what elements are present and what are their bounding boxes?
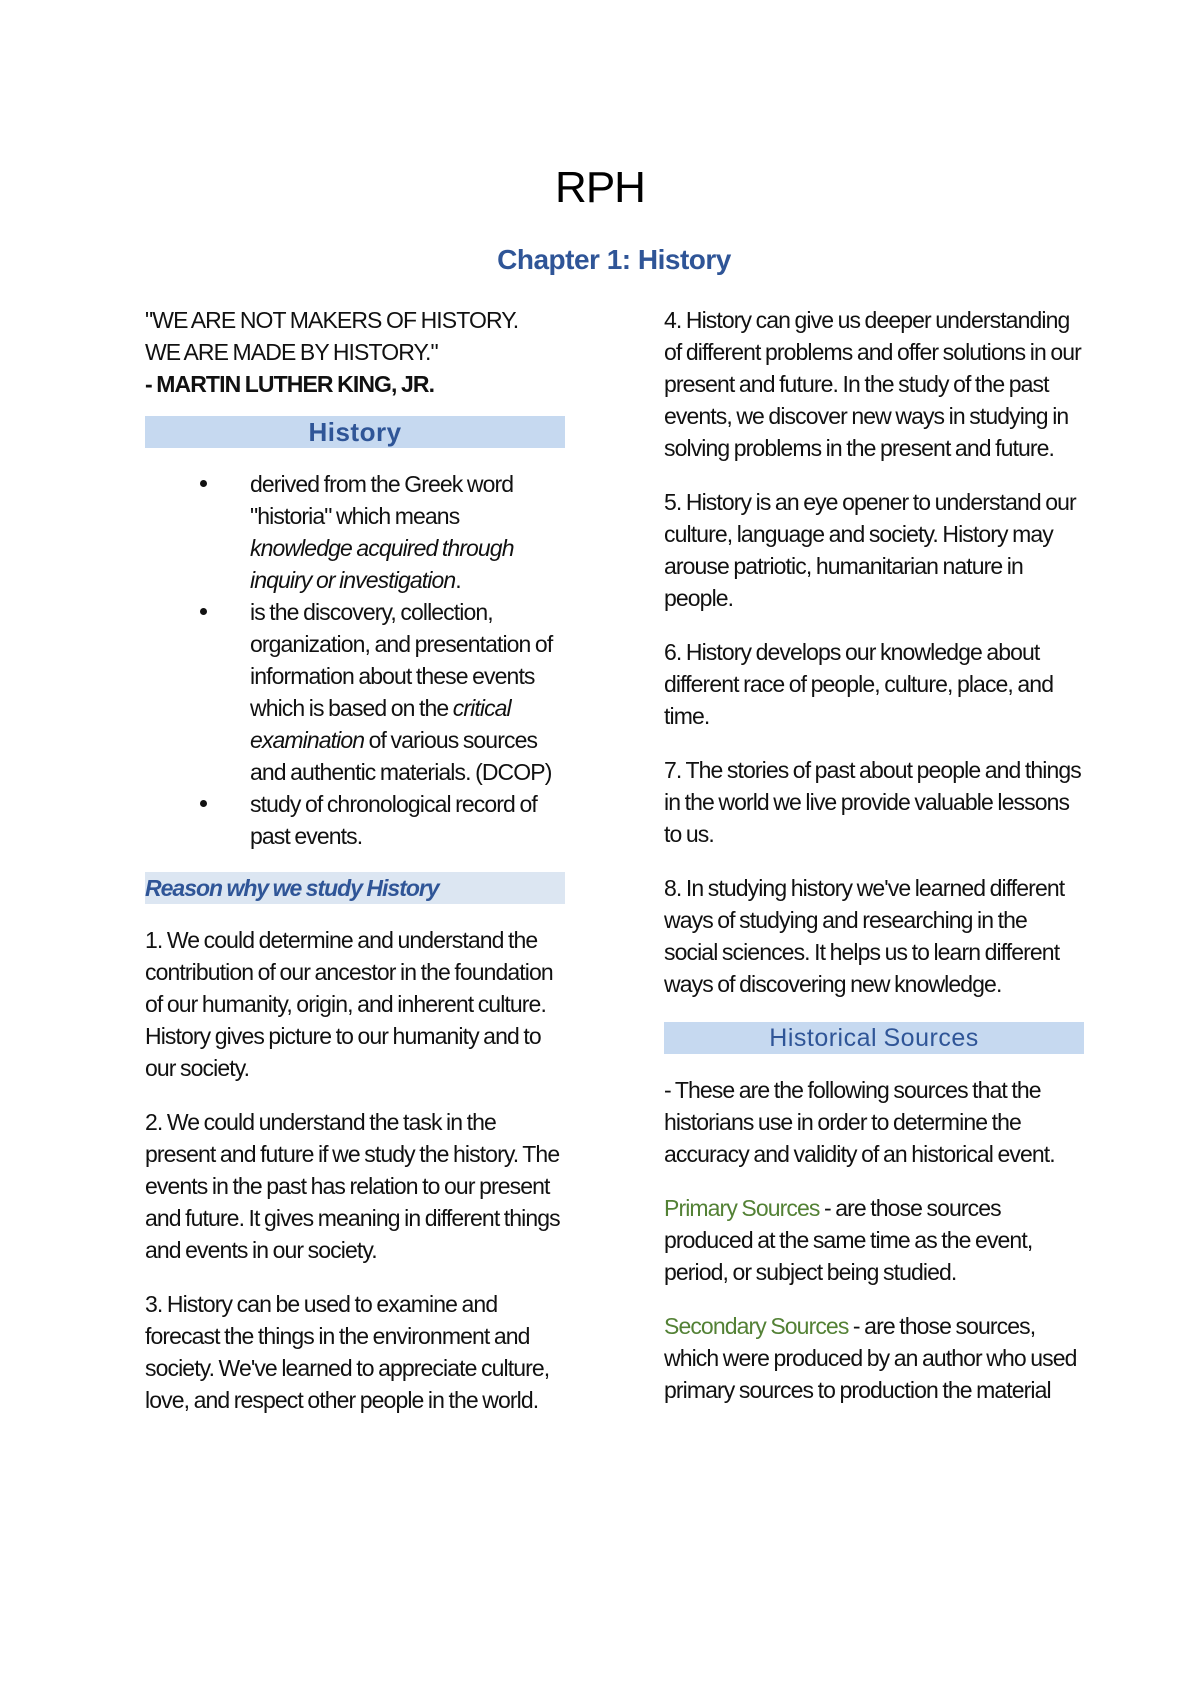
bullet-icon — [200, 608, 207, 615]
history-bullet-list — [145, 468, 565, 852]
reason-item: 7. The stories of past about people and things in the world we live provide valuable lessons to us. — [664, 757, 1081, 847]
bullet-text: derived from the Greek word "historia" which means — [250, 471, 514, 529]
history-heading: History — [145, 416, 565, 448]
chapter-title: Chapter 1: History — [497, 244, 731, 275]
bullet-text: . — [455, 567, 461, 593]
right-column — [664, 304, 1084, 1428]
secondary-sources-definition — [664, 1310, 1084, 1406]
reasons-heading: Reason why we study History — [145, 872, 565, 904]
secondary-sources-label: Secondary Sources — [664, 1313, 849, 1339]
primary-sources-text: - are those sources produced at the same time as the event, period, or subject being studied. — [664, 1195, 1033, 1285]
secondary-sources-text: - are those sources, which were produced by an author who used primary sources to production the material — [664, 1313, 1077, 1403]
reason-item: 5. History is an eye opener to understand our culture, language and society. History may arouse patriotic, humanitarian nature in people. — [664, 489, 1076, 611]
reason-item: 4. History can give us deeper understanding of different problems and offer solutions in our present and future. In the study of the past events, we discover new ways in studying in solving problems in the present and future. — [664, 307, 1081, 461]
list-item — [250, 468, 565, 596]
left-column — [145, 304, 565, 1438]
bullet-text: study of chronological record of past events. — [250, 791, 537, 849]
quote-author: - MARTIN LUTHER KING, JR. — [145, 371, 435, 397]
quote-line-1: "WE ARE NOT MAKERS OF HISTORY. — [145, 307, 519, 333]
reason-item: 3. History can be used to examine and forecast the things in the environment and society. We've learned to appreciate culture, love, and respect other people in the world. — [145, 1291, 550, 1413]
sources-intro: - These are the following sources that the historians use in order to determine the accuracy and validity of an historical event. — [664, 1077, 1055, 1167]
page-title: RPH — [555, 163, 645, 212]
reason-item: 1. We could determine and understand the contribution of our ancestor in the foundation of our humanity, origin, and inherent culture. History gives picture to our humanity and to our society. — [145, 927, 553, 1081]
quote-line-2: WE ARE MADE BY HISTORY." — [145, 339, 438, 365]
reason-item: 8. In studying history we've learned different ways of studying and researching in the social sciences. It helps us to learn different ways of discovering new knowledge. — [664, 875, 1065, 997]
bullet-text: of various sources and authentic materials. (DCOP) — [250, 727, 552, 785]
bullet-icon — [200, 800, 207, 807]
bullet-icon — [200, 480, 207, 487]
list-item — [250, 596, 565, 788]
bullet-italic: knowledge acquired through inquiry or investigation — [250, 535, 514, 593]
primary-sources-definition — [664, 1192, 1084, 1288]
bullet-italic: critical examination — [250, 695, 511, 753]
bullet-text: is the discovery, collection, organization, and presentation of information about these events which is based on the — [250, 599, 553, 721]
reason-item: 6. History develops our knowledge about different race of people, culture, place, and time. — [664, 639, 1054, 729]
list-item — [250, 788, 565, 852]
historical-sources-heading: Historical Sources — [664, 1022, 1084, 1054]
quote-block — [145, 304, 565, 400]
primary-sources-label: Primary Sources — [664, 1195, 820, 1221]
reason-item: 2. We could understand the task in the present and future if we study the history. The events in the past has relation to our present and future. It gives meaning in different things and events in our society. — [145, 1109, 560, 1263]
